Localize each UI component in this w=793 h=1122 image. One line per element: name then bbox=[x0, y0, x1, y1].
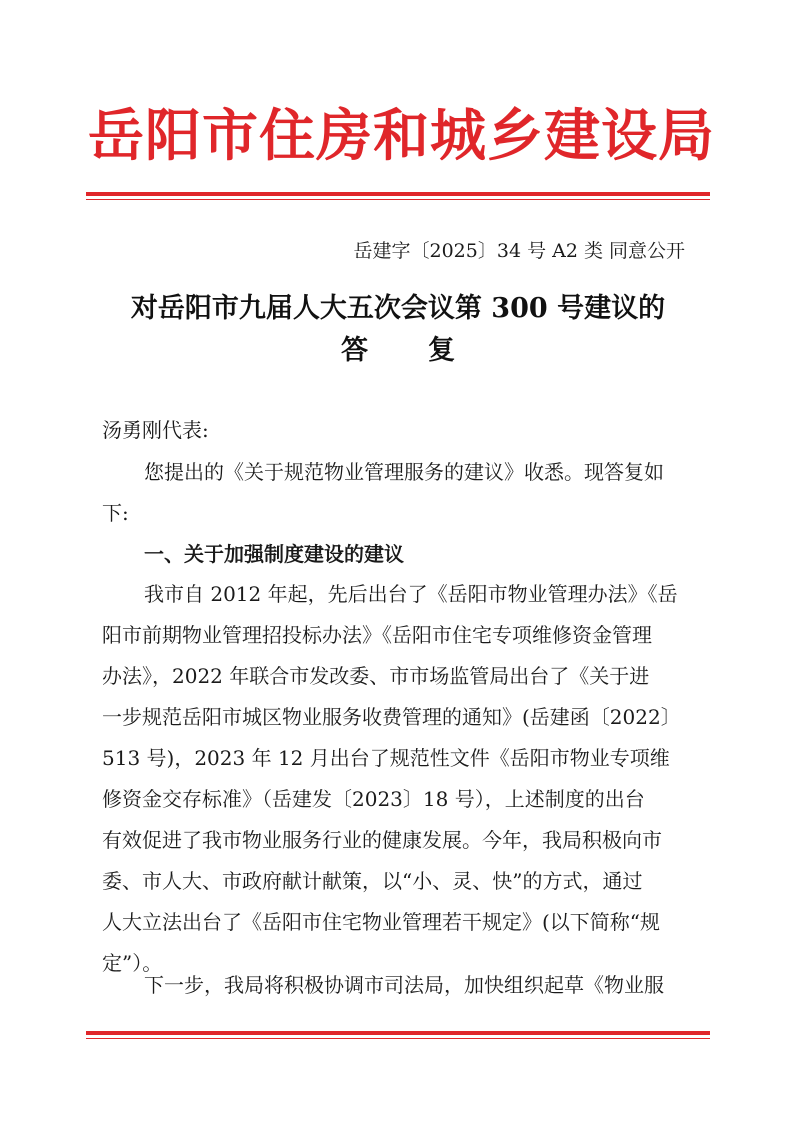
footer-red-rule-thick bbox=[86, 1031, 710, 1035]
paragraph-line: 您提出的《关于规范物业管理服务的建议》收悉。现答复如 bbox=[144, 460, 664, 484]
section-heading bbox=[102, 534, 700, 575]
document-number: 岳建字〔2025〕34 号 A2 类 同意公开 bbox=[353, 240, 685, 262]
footer-red-rule-thin bbox=[86, 1038, 710, 1039]
paragraph-line: 人大立法出台了《岳阳市住宅物业管理若干规定》(以下简称“规 bbox=[102, 910, 661, 934]
header-red-rule-thick bbox=[86, 192, 710, 196]
document-title-line-1: 对岳阳市九届人大五次会议第 300 号建议的 bbox=[130, 293, 666, 324]
header-red-rule-thin bbox=[86, 199, 710, 200]
paragraph-line: 定”）。 bbox=[102, 951, 163, 975]
paragraph-line: 委、市人大、市政府献计献策，以“小、灵、快”的方式，通过 bbox=[102, 869, 643, 893]
paragraph-line: 有效促进了我市物业服务行业的健康发展。今年，我局积极向市 bbox=[102, 828, 662, 852]
paragraph-line: 下: bbox=[102, 501, 129, 525]
salutation: 汤勇刚代表: bbox=[102, 418, 209, 442]
paragraph-line: 我市自 2012 年起，先后出台了《岳阳市物业管理办法》《岳 bbox=[144, 582, 678, 606]
paragraph-line: 修资金交存标准》（岳建发〔2023〕18 号），上述制度的出台 bbox=[102, 787, 645, 811]
paragraph-line: 阳市前期物业管理招投标办法》《岳阳市住宅专项维修资金管理 bbox=[102, 623, 652, 647]
section-heading-text: 一、关于加强制度建设的建议 bbox=[144, 542, 404, 566]
paragraph-line: 一步规范岳阳市城区物业服务收费管理的通知》(岳建函〔2022〕 bbox=[102, 705, 681, 729]
paragraph-system-building bbox=[102, 574, 700, 984]
document-title-line-2: 答复 bbox=[341, 335, 515, 366]
paragraph-intro bbox=[102, 452, 700, 534]
paragraph-line: 办法》，2022 年联合市发改委、市市场监管局出台了《关于进 bbox=[102, 664, 650, 688]
paragraph-line: 下一步，我局将积极协调市司法局，加快组织起草《物业服 bbox=[144, 973, 664, 997]
paragraph-line: 513 号)，2023 年 12 月出台了规范性文件《岳阳市物业专项维 bbox=[102, 746, 670, 770]
paragraph-next-steps bbox=[102, 965, 700, 1006]
agency-header-title: 岳阳市住房和城乡建设局 bbox=[88, 103, 715, 169]
